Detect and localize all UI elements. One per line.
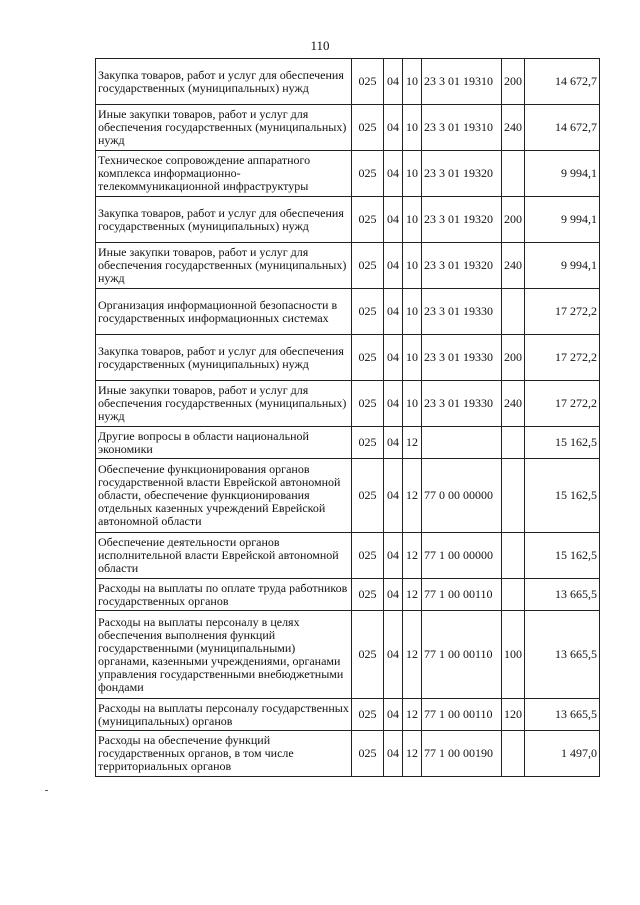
subsection-code: 10	[403, 335, 422, 381]
subsection-code: 12	[403, 427, 422, 459]
subsection-code: 12	[403, 579, 422, 611]
expense-type-code	[502, 151, 525, 197]
expense-type-code: 200	[502, 335, 525, 381]
table-row	[96, 533, 600, 579]
department-code: 025	[352, 243, 384, 289]
row-name: Организация информационной безопасности в государственных информационных системах	[96, 289, 352, 335]
target-article-code: 77 1 00 00110	[422, 699, 502, 731]
section-code: 04	[384, 151, 403, 197]
expense-type-code: 120	[502, 699, 525, 731]
amount: 13 665,5	[525, 579, 600, 611]
expense-type-code	[502, 427, 525, 459]
amount: 14 672,7	[525, 105, 600, 151]
row-name: Обеспечение деятельности органов исполнительной власти Еврейской автономной области	[96, 533, 352, 579]
scan-artifact	[45, 790, 48, 791]
department-code: 025	[352, 459, 384, 533]
row-name: Обеспечение функционирования органов государственной власти Еврейской автономной области, обеспечение функционирования отдельных казенных учреждений Еврейской автономной области	[96, 459, 352, 533]
department-code: 025	[352, 381, 384, 427]
section-code: 04	[384, 335, 403, 381]
expense-type-code	[502, 579, 525, 611]
amount: 17 272,2	[525, 289, 600, 335]
department-code: 025	[352, 335, 384, 381]
department-code: 025	[352, 105, 384, 151]
target-article-code: 23 3 01 19310	[422, 105, 502, 151]
subsection-code: 10	[403, 381, 422, 427]
subsection-code: 10	[403, 105, 422, 151]
target-article-code: 23 3 01 19330	[422, 289, 502, 335]
section-code: 04	[384, 197, 403, 243]
section-code: 04	[384, 59, 403, 105]
amount: 13 665,5	[525, 611, 600, 699]
section-code: 04	[384, 611, 403, 699]
department-code: 025	[352, 59, 384, 105]
table-row	[96, 699, 600, 731]
subsection-code: 12	[403, 699, 422, 731]
row-name: Другие вопросы в области национальной экономики	[96, 427, 352, 459]
amount: 15 162,5	[525, 533, 600, 579]
table-row	[96, 731, 600, 777]
section-code: 04	[384, 381, 403, 427]
subsection-code: 10	[403, 197, 422, 243]
amount: 9 994,1	[525, 151, 600, 197]
row-name: Закупка товаров, работ и услуг для обеспечения государственных (муниципальных) нужд	[96, 335, 352, 381]
table-row	[96, 459, 600, 533]
table-row	[96, 289, 600, 335]
table-row	[96, 611, 600, 699]
table-row	[96, 197, 600, 243]
row-name: Иные закупки товаров, работ и услуг для обеспечения государственных (муниципальных) нужд	[96, 105, 352, 151]
target-article-code: 77 1 00 00110	[422, 579, 502, 611]
table-row	[96, 579, 600, 611]
section-code: 04	[384, 731, 403, 777]
row-name: Расходы на выплаты по оплате труда работников государственных органов	[96, 579, 352, 611]
expense-type-code: 240	[502, 243, 525, 289]
amount: 1 497,0	[525, 731, 600, 777]
section-code: 04	[384, 579, 403, 611]
section-code: 04	[384, 289, 403, 335]
expense-type-code	[502, 459, 525, 533]
expense-type-code: 240	[502, 381, 525, 427]
subsection-code: 10	[403, 289, 422, 335]
amount: 17 272,2	[525, 335, 600, 381]
subsection-code: 12	[403, 731, 422, 777]
page-number: 110	[310, 38, 330, 53]
target-article-code: 23 3 01 19330	[422, 381, 502, 427]
target-article-code	[422, 427, 502, 459]
subsection-code: 12	[403, 459, 422, 533]
department-code: 025	[352, 197, 384, 243]
department-code: 025	[352, 151, 384, 197]
target-article-code: 23 3 01 19320	[422, 151, 502, 197]
row-name: Техническое сопровождение аппаратного комплекса информационно-телекоммуникационной инфраструктуры	[96, 151, 352, 197]
expense-type-code: 200	[502, 59, 525, 105]
row-name: Иные закупки товаров, работ и услуг для обеспечения государственных (муниципальных) нужд	[96, 381, 352, 427]
table-row	[96, 243, 600, 289]
target-article-code: 77 0 00 00000	[422, 459, 502, 533]
subsection-code: 10	[403, 59, 422, 105]
table-row	[96, 335, 600, 381]
department-code: 025	[352, 579, 384, 611]
target-article-code: 23 3 01 19320	[422, 197, 502, 243]
amount: 13 665,5	[525, 699, 600, 731]
subsection-code: 12	[403, 533, 422, 579]
target-article-code: 77 1 00 00190	[422, 731, 502, 777]
amount: 15 162,5	[525, 459, 600, 533]
row-name: Расходы на обеспечение функций государственных органов, в том числе территориальных органов	[96, 731, 352, 777]
section-code: 04	[384, 105, 403, 151]
row-name: Иные закупки товаров, работ и услуг для обеспечения государственных (муниципальных) нужд	[96, 243, 352, 289]
amount: 14 672,7	[525, 59, 600, 105]
amount: 15 162,5	[525, 427, 600, 459]
budget-table	[95, 58, 600, 777]
amount: 9 994,1	[525, 197, 600, 243]
table-row	[96, 59, 600, 105]
row-name: Расходы на выплаты персоналу государственных (муниципальных) органов	[96, 699, 352, 731]
department-code: 025	[352, 427, 384, 459]
expense-type-code	[502, 731, 525, 777]
section-code: 04	[384, 427, 403, 459]
table-row	[96, 105, 600, 151]
table-row	[96, 427, 600, 459]
subsection-code: 12	[403, 611, 422, 699]
target-article-code: 23 3 01 19320	[422, 243, 502, 289]
row-name: Закупка товаров, работ и услуг для обеспечения государственных (муниципальных) нужд	[96, 59, 352, 105]
expense-type-code: 100	[502, 611, 525, 699]
expense-type-code: 240	[502, 105, 525, 151]
expense-type-code	[502, 533, 525, 579]
department-code: 025	[352, 533, 384, 579]
expense-type-code	[502, 289, 525, 335]
department-code: 025	[352, 611, 384, 699]
target-article-code: 23 3 01 19310	[422, 59, 502, 105]
table-row	[96, 381, 600, 427]
row-name: Закупка товаров, работ и услуг для обеспечения государственных (муниципальных) нужд	[96, 197, 352, 243]
row-name: Расходы на выплаты персоналу в целях обеспечения выполнения функций государственными (муниципальными) органами, казенными учреждениями, органами управления государственными внебюджетными фондами	[96, 611, 352, 699]
target-article-code: 77 1 00 00000	[422, 533, 502, 579]
section-code: 04	[384, 533, 403, 579]
subsection-code: 10	[403, 151, 422, 197]
department-code: 025	[352, 289, 384, 335]
target-article-code: 77 1 00 00110	[422, 611, 502, 699]
section-code: 04	[384, 699, 403, 731]
target-article-code: 23 3 01 19330	[422, 335, 502, 381]
section-code: 04	[384, 243, 403, 289]
department-code: 025	[352, 699, 384, 731]
amount: 9 994,1	[525, 243, 600, 289]
subsection-code: 10	[403, 243, 422, 289]
section-code: 04	[384, 459, 403, 533]
table-row	[96, 151, 600, 197]
department-code: 025	[352, 731, 384, 777]
expense-type-code: 200	[502, 197, 525, 243]
amount: 17 272,2	[525, 381, 600, 427]
